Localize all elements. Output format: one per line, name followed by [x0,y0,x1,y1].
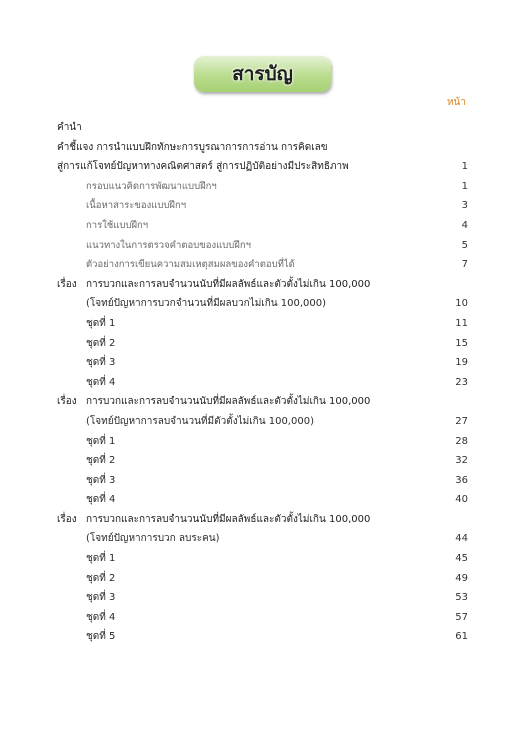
toc-page-number: 10 [455,298,468,310]
toc-entry-label: ชุดที่ 1 [86,317,116,329]
toc-page-number: 1 [461,161,468,173]
toc-page-number: 23 [455,376,468,388]
toc-entry-row [0,334,524,354]
toc-entry-row [0,490,524,510]
toc-page-number: 5 [461,239,468,251]
toc-entry-label: ชุดที่ 5 [86,631,116,643]
toc-entry-label: ชุดที่ 2 [86,455,116,467]
toc-entry-row [0,314,524,334]
toc-page-number: 11 [455,317,468,329]
toc-entry-row [0,353,524,373]
toc-entry-row [0,118,524,138]
toc-entry-label: การใช้แบบฝึกฯ [86,219,149,231]
toc-page-number: 36 [455,474,468,486]
toc-entry-label: เนื้อหาสาระของแบบฝึกฯ [86,200,187,212]
toc-topic-prefix: เรื่อง [57,278,77,290]
toc-entry-row [0,216,524,236]
toc-page-number: 49 [455,572,468,584]
toc-page-number: 7 [461,259,468,271]
toc-page-number: 3 [461,200,468,212]
toc-entry-label: ชุดที่ 3 [86,357,116,369]
toc-entry-row [0,627,524,647]
toc-entry-label: สู่การแก้โจทย์ปัญหาทางคณิตศาสตร์ สู่การปฏิบัติอย่างมีประสิทธิภาพ [57,161,349,173]
toc-topic-row [0,510,524,530]
toc-entry-row [0,471,524,491]
toc-page-number: 32 [455,455,468,467]
toc-entry-row [0,569,524,589]
toc-page-number: 57 [455,611,468,623]
toc-topic-prefix: เรื่อง [57,513,77,525]
toc-entry-row [0,157,524,177]
toc-entry-row [0,236,524,256]
toc-entry-label: ชุดที่ 2 [86,572,116,584]
toc-entry-label: ชุดที่ 1 [86,553,116,565]
toc-entry-row [0,373,524,393]
table-of-contents [0,118,524,647]
toc-entry-label: ชุดที่ 1 [86,435,116,447]
toc-entry-row [0,177,524,197]
toc-entry-label: ชุดที่ 3 [86,474,116,486]
toc-page-number: 28 [455,435,468,447]
toc-page-number: 4 [461,219,468,231]
toc-entry-row [0,549,524,569]
page-column-header: หน้า [446,97,466,108]
toc-topic-prefix: เรื่อง [57,396,77,408]
toc-page-number: 53 [455,592,468,604]
toc-topic-row [0,275,524,295]
toc-entry-label: การบวกและการลบจำนวนนับที่มีผลลัพธ์และตัวตั้งไม่เกิน 100,000 [86,396,371,408]
toc-entry-row [0,196,524,216]
toc-entry-label: ชุดที่ 4 [86,611,116,623]
toc-page-number: 19 [455,357,468,369]
toc-entry-row [0,432,524,452]
toc-entry-label: แนวทางในการตรวจคำตอบของแบบฝึกฯ [86,239,251,251]
toc-entry-label: ชุดที่ 4 [86,494,116,506]
toc-entry-label: (โจทย์ปัญหาการลบจำนวนที่มีตัวตั้งไม่เกิน 100,000) [86,415,314,427]
toc-entry-row [0,451,524,471]
toc-page-number: 1 [461,180,468,192]
toc-entry-row [0,412,524,432]
toc-page-number: 61 [455,631,468,643]
toc-entry-label: กรอบแนวคิดการพัฒนาแบบฝึกฯ [86,180,217,192]
toc-entry-row [0,588,524,608]
toc-entry-row [0,138,524,158]
toc-page-number: 45 [455,553,468,565]
toc-entry-row [0,255,524,275]
toc-entry-label: ชุดที่ 3 [86,592,116,604]
toc-entry-label: การบวกและการลบจำนวนนับที่มีผลลัพธ์และตัวตั้งไม่เกิน 100,000 [86,278,371,290]
toc-entry-label: คำชี้แจง การนำแบบฝึกทักษะการบูรณาการการอ่าน การคิดเลข [57,141,328,153]
toc-page-number: 44 [455,533,468,545]
toc-entry-label: (โจทย์ปัญหาการบวกจำนวนที่มีผลบวกไม่เกิน 100,000) [86,298,327,310]
toc-page-number: 40 [455,494,468,506]
toc-entry-label: (โจทย์ปัญหาการบวก ลบระคน) [86,533,220,545]
toc-page-number: 27 [455,415,468,427]
toc-entry-label: การบวกและการลบจำนวนนับที่มีผลลัพธ์และตัวตั้งไม่เกิน 100,000 [86,513,371,525]
toc-entry-row [0,529,524,549]
toc-entry-label: ชุดที่ 2 [86,337,116,349]
toc-entry-label: ตัวอย่างการเขียนความสมเหตุสมผลของคำตอบที่ได้ [86,259,295,271]
toc-entry-label: ชุดที่ 4 [86,376,116,388]
toc-page-number: 15 [455,337,468,349]
toc-entry-row [0,608,524,628]
toc-topic-row [0,392,524,412]
page-title: สารบัญ [232,63,293,85]
toc-entry-label: คำนำ [57,122,82,133]
toc-entry-row [0,294,524,314]
title-badge [194,56,331,92]
